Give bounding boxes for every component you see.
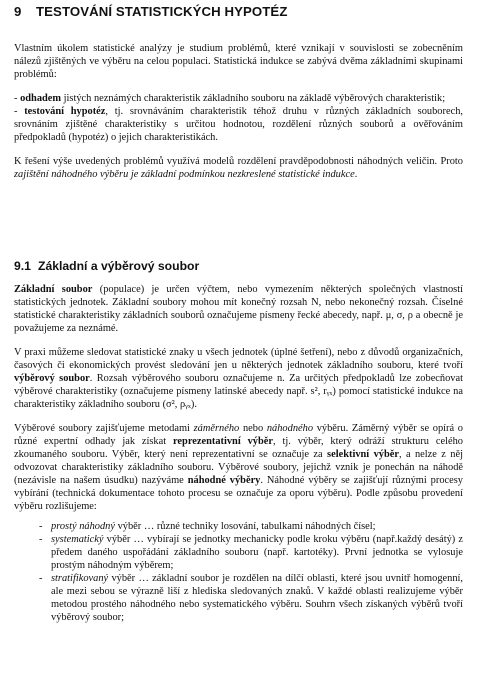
term-selektivni: selektivní výběr — [327, 449, 399, 460]
intro-item-text: jistých neznámých charakteristik základního souboru na základě výběrových charakteristik; — [61, 93, 446, 104]
methods-text: Výběrové soubory zajišťujeme metodami — [14, 423, 194, 434]
conclusion-period: . — [354, 169, 358, 180]
conclusion-text: K řešení výše uvedených problémů využívá modelů rozdělení pravděpodobnosti náhodných veličin. Proto — [14, 156, 463, 167]
chapter-heading — [14, 4, 287, 19]
term-zamerny: záměrného — [193, 423, 240, 434]
methods-text: výběru. Záměrný výběr se opírá o různé expertní odhady jak získat — [14, 423, 463, 447]
term-reprezentativni: reprezentativní výběr — [173, 436, 273, 447]
term-nahodne-vybery: náhodné výběry — [187, 475, 261, 486]
methods-text: , tj. výběr, který odráží strukturu celého zkoumaného souboru. Výběr, který není reprezentativní se označuje za — [14, 436, 463, 460]
method-text: výběr … vybírají se jednotky mechanicky podle kroku výběru (např.každý desátý) z předem daného uspořádání základního souboru (např. kartotéky). První jednotka se vylosuje prostým náhodným výběrem; — [51, 534, 463, 571]
population-text: (populace) je určen výčtem, nebo vymezením některých společných vlastností statistických jednotek. Základní soubory mohou mít konečný rozsah N, nebo nekonečný rozsah. Číselné statistické charakteristiky základních souborů označujeme písmeny řecké abecedy, např. μ, σ, ρ a obecně je považujeme za neznámé. — [14, 284, 463, 334]
methods-text: nebo — [239, 423, 267, 434]
sample-text-a: V praxi můžeme sledovat statistické znaky u všech jednotek (úplné šetření), nebo z důvodů organizačních, časových či ekonomických provést sledování jen u některých jednotek základního souboru, které tvoří — [14, 347, 463, 371]
method-text: výběr … různé techniky losování, tabulkami náhodných čísel; — [114, 521, 376, 532]
term-vyberovy-soubor: výběrový soubor — [14, 373, 90, 384]
term-odhad: odhadem — [20, 93, 62, 104]
section-title-text: Základní a výběrový soubor — [38, 259, 200, 273]
list-item — [14, 520, 463, 533]
method-term: prostý náhodný — [51, 521, 115, 532]
term-testovani: testování hypotéz — [24, 106, 106, 117]
term-nahodny: náhodného — [266, 423, 314, 434]
intro-block — [14, 42, 463, 181]
method-term: stratifikovaný — [51, 573, 109, 584]
section-heading — [14, 259, 199, 273]
sampling-methods-paragraph — [14, 422, 463, 513]
list-dash: - — [39, 573, 43, 584]
term-zakladni-soubor: Základní soubor — [14, 284, 93, 295]
sample-text-b: . Rozsah výběrového souboru označujeme n. Za určitých předpokladů lze zobecňovat výběrové charakteristiky (označujeme písmeny latinské abecedy např. s², rᵧₓ) pomocí statistické indukce na charakteristiky základního souboru (σ², ρᵧₓ). — [14, 373, 464, 410]
sample-paragraph — [14, 346, 463, 411]
sampling-methods-list — [14, 520, 463, 624]
methods-text: , a nelze z něj odvozovat charakteristiky základního souboru. Výběrové soubory, jejichž vznik je ponechán na náhodě (nezávisle na našem úsudku) nazýváme — [14, 449, 464, 486]
intro-conclusion-paragraph — [14, 155, 463, 181]
method-text: výběr … základní soubor je rozdělen na dílčí oblasti, které jsou uvnitř homogenní, ale mezi sebou se výrazně liší z hlediska sledovaných znaků. V každé oblasti realizujeme výběr metodou prostého náhodného nebo systematického výběru. Souhrn všech získaných výběrů tvoří výběrový soubor; — [51, 573, 463, 623]
intro-item-testing: - testování hypotéz, tj. srovnáváním charakteristik téhož druhu v různých základních souborech, srovnáním zjištěné charakteristiky s určitou hodnotou, rozdělení různých souborů a ověřováním předpokladů (hypotéz) o jejich charakteristikách. — [14, 106, 463, 143]
methods-text: . Náhodné výběry se zajišťují různými procesy vybírání (technická dokumentace tohoto procesu se označuje za oporu výběru). Podle způsobu provedení výběru rozlišujeme: — [14, 475, 463, 512]
conclusion-emphasis: zajištění náhodného výběru je základní podmínkou nezkreslené statistické indukce — [14, 169, 355, 180]
intro-item-estimation: - odhadem jistých neznámých charakteristik základního souboru na základě výběrových charakteristik; — [14, 93, 446, 104]
method-term: systematický — [51, 534, 104, 545]
list-dash: - — [39, 521, 43, 532]
chapter-title-text: TESTOVÁNÍ STATISTICKÝCH HYPOTÉZ — [36, 4, 288, 19]
section-number: 9.1 — [14, 259, 31, 273]
list-item — [14, 572, 463, 624]
population-paragraph — [14, 283, 463, 335]
chapter-number: 9 — [14, 4, 22, 19]
section-body — [14, 283, 463, 624]
list-item — [14, 533, 463, 572]
list-dash: - — [39, 534, 43, 545]
intro-item-text: , tj. srovnáváním charakteristik téhož druhu v různých základních souborech, srovnáním zjištěné charakteristiky s určitou hodnotou, rozdělení různých souborů a ověřováním předpokladů (hypotéz) o jejich charakteristikách. — [14, 106, 463, 143]
intro-paragraph: Vlastním úkolem statistické analýzy je studium problémů, které vznikají v souvislosti se zobecněním nálezů zjištěných ve výběru na celou populaci. Statistická indukce se zabývá dvěma základními skupinami problémů: — [14, 43, 463, 80]
